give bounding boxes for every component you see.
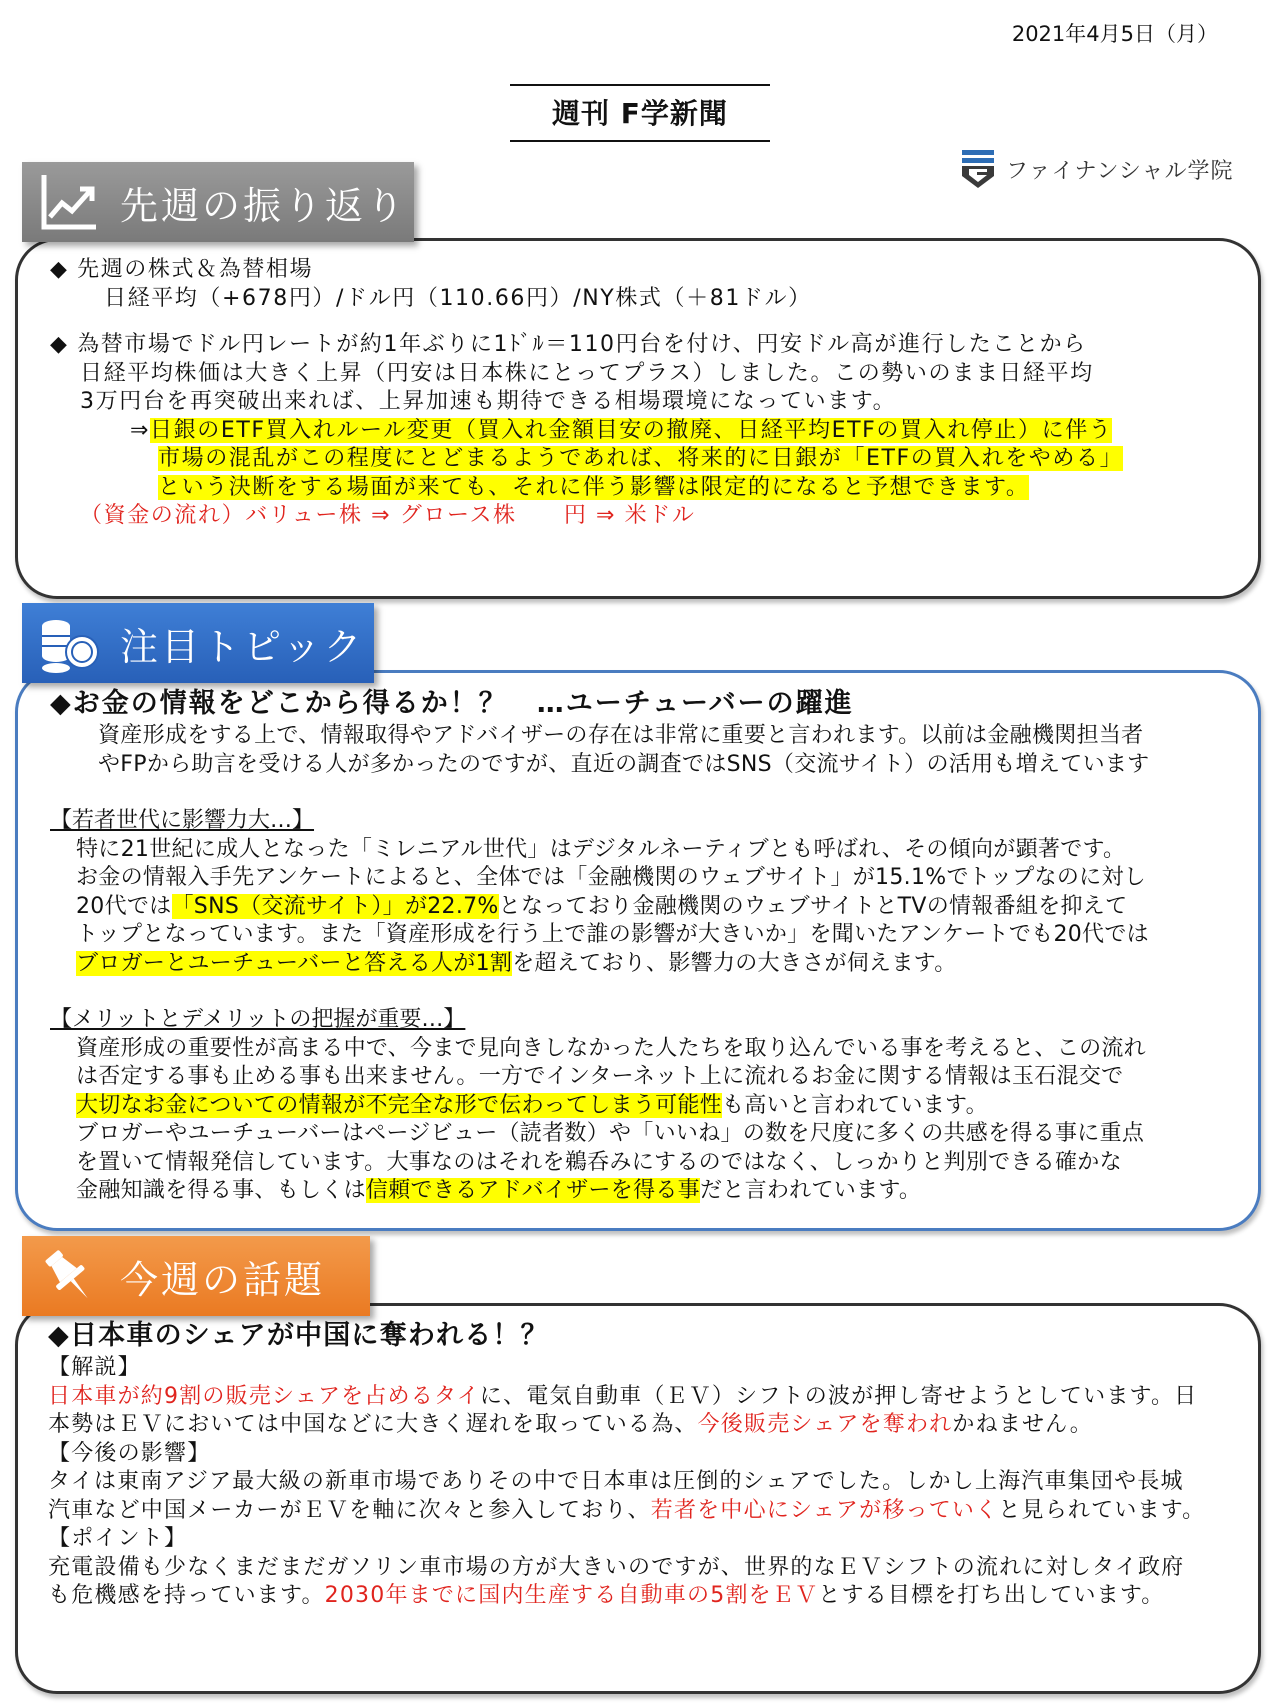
logo-text: ファイナンシャル学院 [1006,158,1234,184]
news-body-line: 日本車が約9割の販売シェアを占めるタイに、電気自動車（ＥＶ）シフトの波が押し寄せようとしています。日 [48,1383,1198,1409]
news-headline: ◆日本車のシェアが中国に奪われる！？ [48,1320,549,1351]
topic-intro-line: やFPから助言を受ける人が多かったのですが、直近の調査ではSNS（交流サイト）の活用も増えています [98,751,1150,777]
section-banner-topic [22,603,374,683]
topic-body-line: は否定する事も止める事も出来ません。一方でインターネット上に流れるお金に関する情報は玉石混交で [76,1064,1124,1089]
highlighted-text: 信頼できるアドバイザーを得る事 [365,1178,700,1203]
news-content [48,1318,1248,1611]
newspaper-title-block [510,84,770,142]
subheading-youth: 【若者世代に影響力大…】 [50,808,315,833]
highlighted-text: という決断をする場面が来ても、それに伴う影響は限定的になると予想できます。 [158,474,1030,500]
label-explanation: 【解説】 [48,1355,141,1380]
review-content [50,256,1250,531]
topic-body-line: 資産形成の重要性が高まる中で、今まで見向きしなかった人たちを取り込んでいる事を考えると、この流れ [76,1035,1146,1061]
banner-title: 今週の話題 [120,1257,326,1302]
news-body-line: 本勢はＥＶにおいては中国などに大きく遅れを取っている為、今後販売シェアを奪われかねません。 [48,1412,1093,1437]
logo-mark-icon [960,148,996,190]
review-paragraph-line: ◆ 為替市場でドル円レートが約1年ぶりに1ﾄﾞﾙ＝110円台を付け、円安ドル高が進行したことから [50,332,1087,357]
topic-content [50,686,1250,1206]
title-rule-bottom [510,140,770,142]
highlight-line [50,417,1250,446]
market-heading: ◆ 先週の株式＆為替相場 [50,257,314,282]
review-paragraph-line: 日経平均株価は大きく上昇（円安は日本株にとってプラス）しました。この勢いのまま日経平均 [80,360,1094,386]
red-emphasis: 日本車が約9割の販売シェアを占めるタイ [48,1383,480,1409]
label-impact: 【今後の影響】 [48,1440,211,1466]
topic-body-line: ブロガーとユーチューバーと答える人が1割を超えており、影響力の大きさが伺えます。 [76,950,957,976]
banner-title: 注目トピック [120,624,365,669]
pin-icon [34,1241,104,1311]
arrow-symbol: ⇒ [130,417,151,443]
topic-body-line: 特に21世紀に成人となった「ミレニアル世代」はデジタルネーティブとも呼ばれ、その傾向が顕著です。 [76,836,1126,862]
highlighted-text: 日銀のETF買入れルール変更（買入れ金額目安の撤廃、日経平均ETFの買入れ停止）に伴う [150,417,1113,443]
review-paragraph-line: 3万円台を再突破出来れば、上昇加速も期待できる相場環境になっています。 [80,389,897,414]
news-body-line: 充電設備も少なくまだまだガソリン車市場の方が大きいのですが、世界的なＥＶシフトの流れに対しタイ政府 [48,1554,1185,1580]
topic-body-line: を置いて情報発信しています。大事なのはそれを鵜呑みにするのではなく、しっかりと判別できる確かな [76,1149,1122,1175]
red-emphasis: 今後販売シェアを奪われ [697,1412,953,1437]
section-banner-review [22,162,414,242]
topic-intro-line: 資産形成をする上で、情報取得やアドバイザーの存在は非常に重要と言われます。以前は金融機関担当者 [98,723,1144,748]
issue-date: 2021年4月5日（月） [1011,22,1218,46]
page-title: 週刊 F学新聞 [552,97,728,130]
banner-title: 先週の振り返り [120,183,408,228]
coins-icon [34,608,104,678]
market-summary: 日経平均（+678円）/ドル円（110.66円）/NY株式（＋81ドル） [104,285,812,311]
money-flow-line: （資金の流れ）バリュー株 ⇒ グロース株 円 ⇒ 米ドル [80,503,696,528]
highlighted-text: 市場の混乱がこの程度にとどまるようであれば、将来的に日銀が「ETFの買入れをやめる」 [158,446,1124,471]
topic-headline: ◆お金の情報をどこから得るか！？ …ユーチューバーの躍進 [50,688,854,719]
highlighted-text: 「SNS（交流サイト）」が22.7% [171,893,499,919]
highlight-line [50,445,1250,474]
highlighted-text: 大切なお金についての情報が不完全な形で伝わってしまう可能性 [76,1092,723,1118]
topic-body-line: お金の情報入手先アンケートによると、全体では「金融機関のウェブサイト」が15.1%でトップなのに対し [76,865,1147,890]
topic-body-line: ブロガーやユーチューバーはページビュー（読者数）や「いいね」の数を尺度に多くの共感を得る事に重点 [76,1121,1145,1146]
red-emphasis: 2030年までに国内生産する自動車の5割をＥＶ [324,1583,819,1608]
topic-body-line: 金融知識を得る事、もしくは信頼できるアドバイザーを得る事だと言われています。 [76,1178,922,1203]
topic-body-line: 20代では「SNS（交流サイト）」が22.7%となっており金融機関のウェブサイトとTVの情報番組を抑えて [76,893,1128,919]
news-body-line: も危機感を持っています。2030年までに国内生産する自動車の5割をＥＶとする目標を打ち出しています。 [48,1583,1165,1608]
highlight-line [50,474,1250,503]
section-banner-news [22,1236,370,1316]
topic-body-line: 大切なお金についての情報が不完全な形で伝わってしまう可能性も高いと言われています。 [76,1092,988,1118]
label-point: 【ポイント】 [48,1526,188,1551]
highlighted-text: ブロガーとユーチューバーと答える人が1割 [76,950,513,976]
news-body-line: タイは東南アジア最大級の新車市場でありその中で日本車は圧倒的シェアでした。しかし上海汽車集団や長城 [48,1469,1184,1494]
subheading-merits: 【メリットとデメリットの把握が重要…】 [50,1007,466,1032]
red-emphasis: 若者を中心にシェアが移っていく [650,1497,999,1523]
brand-logo [960,148,1233,190]
news-body-line: 汽車など中国メーカーがＥＶを軸に次々と参入しており、若者を中心にシェアが移っていくと見られています。 [48,1497,1206,1523]
topic-body-line: トップとなっています。また「資産形成を行う上で誰の影響が大きいか」を聞いたアンケートでも20代では [76,922,1149,947]
trend-chart-icon [34,167,104,237]
